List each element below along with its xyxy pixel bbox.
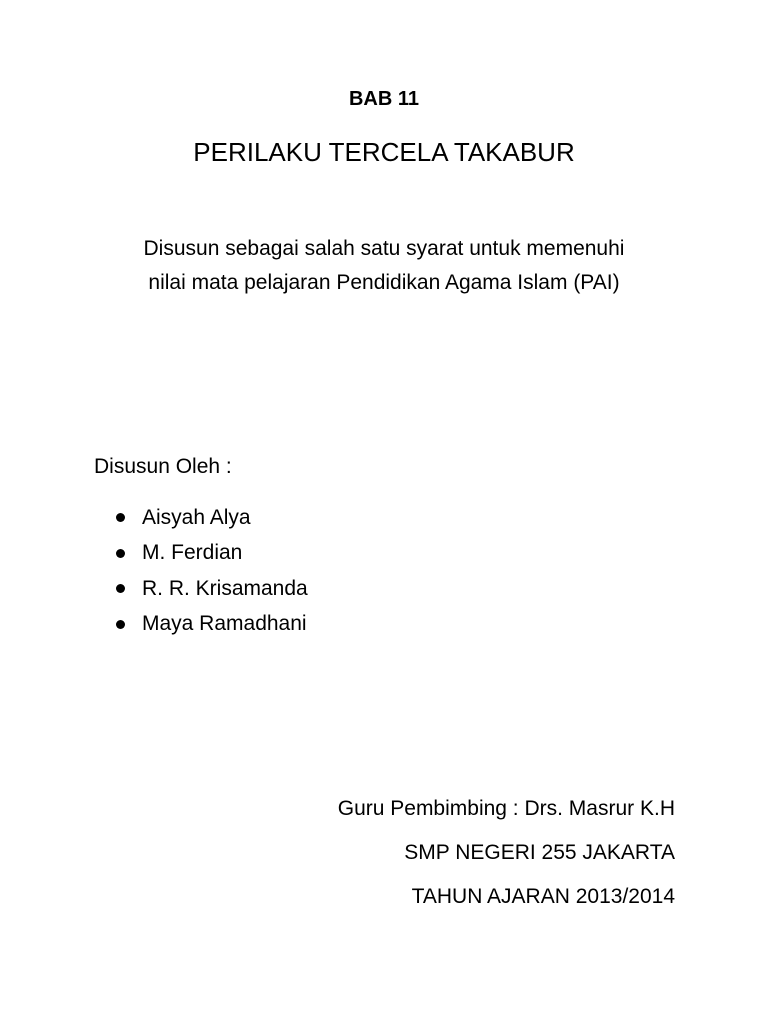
bullet-icon [116, 620, 125, 629]
purpose-line: nilai mata pelajaran Pendidikan Agama Islam (PAI) [148, 271, 620, 294]
authors-list [112, 500, 308, 642]
author-name: Maya Ramadhani [142, 612, 307, 636]
bullet-icon [116, 513, 125, 522]
teacher-line: Guru Pembimbing : Drs. Masrur K.H [337, 797, 675, 820]
list-item [112, 571, 308, 607]
document-title: PERILAKU TERCELA TAKABUR [193, 137, 575, 167]
purpose-statement [0, 232, 768, 300]
purpose-line: Disusun sebagai salah satu syarat untuk memenuhi [143, 237, 625, 260]
author-name: M. Ferdian [142, 541, 243, 565]
bullet-icon [116, 549, 125, 558]
footer-info [338, 793, 675, 925]
school-line: SMP NEGERI 255 JAKARTA [404, 841, 675, 864]
bullet-icon [116, 584, 125, 593]
list-item [112, 500, 308, 536]
author-name: R. R. Krisamanda [142, 576, 308, 600]
chapter-heading: BAB 11 [348, 88, 420, 110]
list-item [112, 607, 308, 643]
list-item [112, 536, 308, 572]
academic-year-line: TAHUN AJARAN 2013/2014 [411, 885, 675, 908]
authors-label: Disusun Oleh : [94, 455, 232, 478]
author-name: Aisyah Alya [142, 505, 251, 529]
